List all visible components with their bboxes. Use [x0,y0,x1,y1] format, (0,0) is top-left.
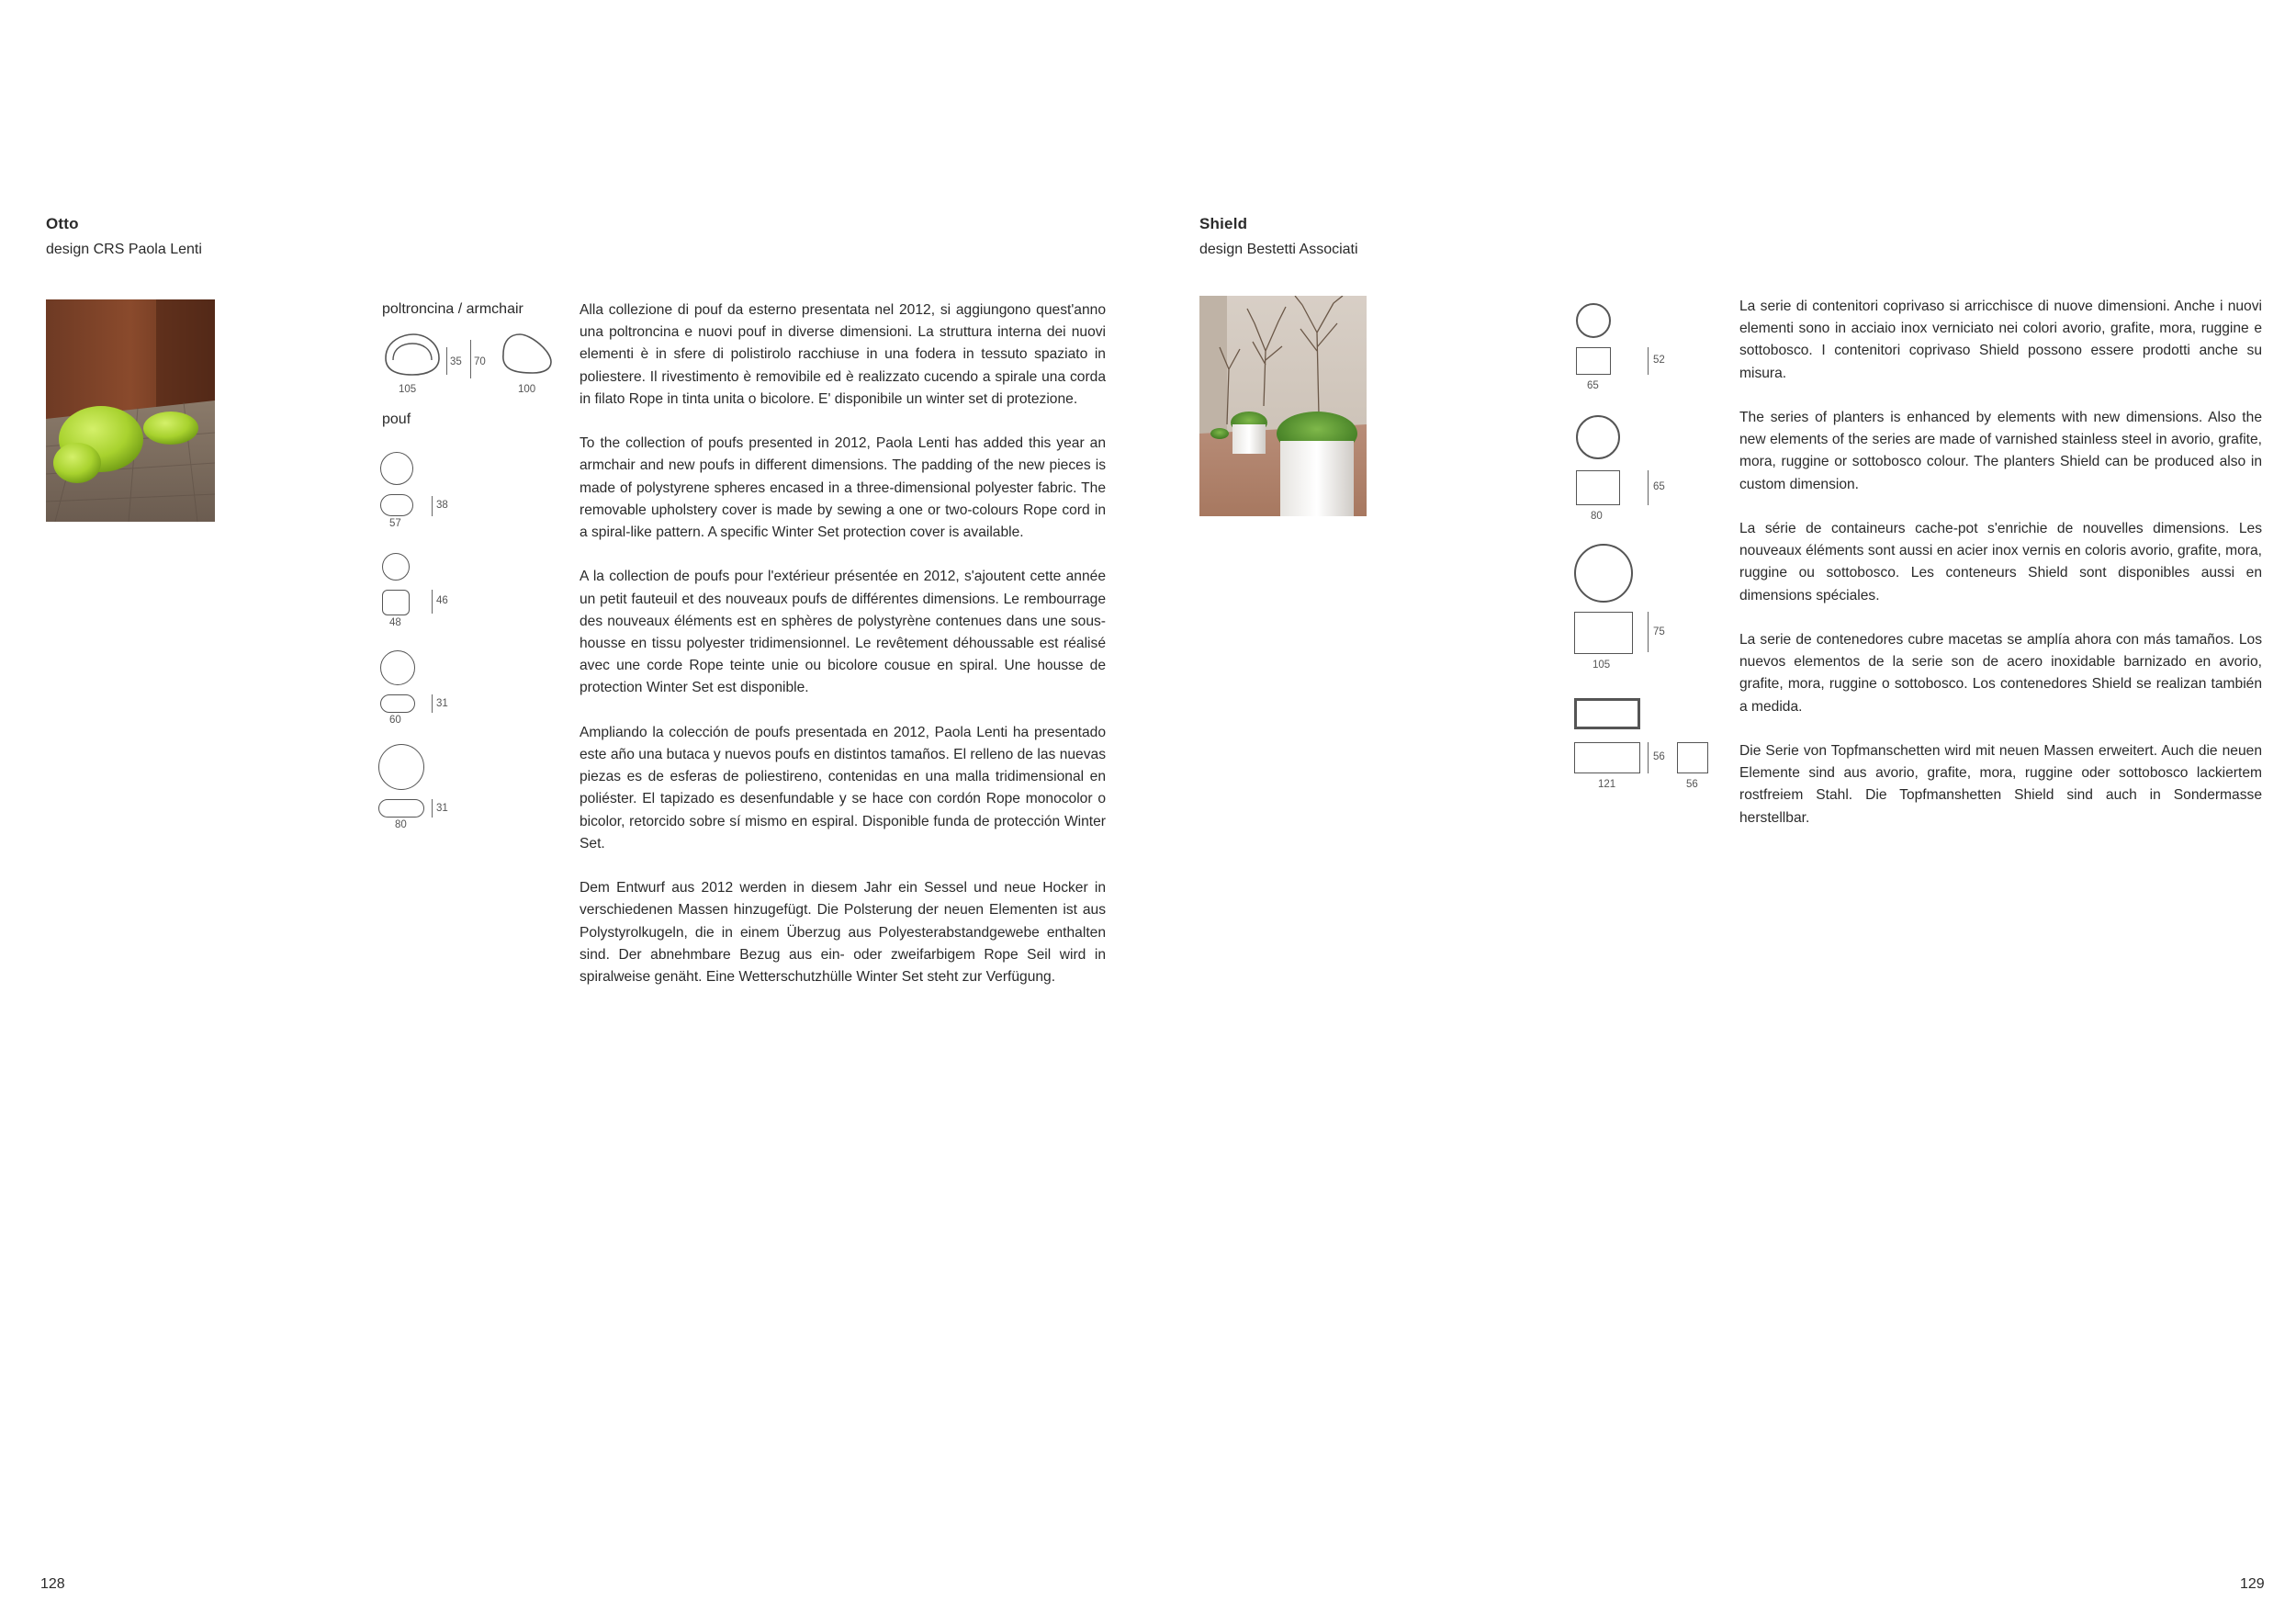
pouf-3-height: 31 [436,698,448,709]
otto-text-de: Dem Entwurf aus 2012 werden in diesem Jahr ein Sessel und neue Hocker in verschiedenen Massen hinzugefügt. Die Polsterung der neuen Elementen ist aus Polystyrolkugeln, die in einem Überzug aus Polyesterabstandgewebe enthalten sind. Der abnehmbare Bezug aus ein- oder zweifarbigem Rope Seil wird in spiralweise genäht. Eine Wetterschutzhülle Winter Set steht zur Verfügung. [580,880,1106,986]
pouf-1-height-line [432,496,433,516]
shield-description [1739,296,2262,851]
shield-text-es: La serie de contenedores cubre macetas se amplía ahora con más tamaños. Los nuevos elementos de la serie son de acero inoxidable barnizado en avorio, grafite, mora, ruggine o sottobosco. Los contenedores Shield se realizan también a medida. [1739,632,2262,715]
armchair-side-width: 100 [518,384,536,395]
shield-text-en: The series of planters is enhanced by elements with new dimensions. Also the new elements of the series are made of varnished stainless steel in avorio, grafite, mora, ruggine or sottobosco colour. The planters Shield can be produced also in custom dimension. [1739,410,2262,492]
shield-text-de: Die Serie von Topfmanschetten wird mit neuen Massen erweitert. Auch die neuen Elemente sind aus avorio, grafite, mora, ruggine oder sottobosco lackiertem rostfreiem Stahl. Die Topfmanshetten Shield sind auch in Sondermasse herstellbar. [1739,743,2262,826]
planters-photo [1199,296,1367,516]
shield-1-top-view [1576,303,1611,338]
pouf-3-width: 60 [389,715,401,726]
shield-4-top-view [1574,698,1640,729]
pouf-3-side-view [380,694,415,713]
pouf-1-top-view [380,452,413,485]
shield-1-side-view [1576,347,1611,375]
shield-2-height-line [1648,470,1649,505]
shield-4-width: 121 [1598,779,1616,790]
shield-4-height: 56 [1653,751,1665,762]
shield-text-fr: La série de containeurs cache-pot s'enrichie de nouvelles dimensions. Les nouveaux éléments sont aussi en acier inox vernis en coloris avorio, grafite, mora, ruggine ou sottobosco. Les conteneurs Shield sont disponibles aussi en dimensions spéciales. [1739,521,2262,603]
armchair-width: 105 [399,384,417,395]
pouf-2-side-view [382,590,410,615]
shield-1-width: 65 [1587,380,1599,391]
armchair-depth-line [470,340,471,378]
pouf-2-width: 48 [389,617,401,628]
otto-text-fr: A la collection de poufs pour l'extérieur présentée en 2012, s'ajoutent cette année un petit fauteuil et des nouveaux poufs de différentes dimensions. Le rembourrage des nouveaux éléments est en sphères de polystyrène contenues dans une sous-housse en tissu polyester tridimensionnel. Le revêtement déhoussable est réalisé avec une corde Rope teinte unie ou bicolore cousue en spiral. Une housse de protection Winter Set est disponible. [580,569,1106,696]
shield-2-width: 80 [1591,511,1603,522]
shield-3-height-line [1648,612,1649,652]
pouf-1-height: 38 [436,500,448,511]
armchair-depth: 70 [474,356,486,367]
shield-4-side-width: 56 [1686,779,1698,790]
armchair-height-line [446,347,447,375]
armchair-height: 35 [450,356,462,367]
green-poufs-photo [46,299,215,522]
pouf-2-top-view [382,553,410,581]
shield-3-height: 75 [1653,626,1665,637]
pouf-4-side-view [378,799,424,818]
pouf-4-height: 31 [436,803,448,814]
pouf-3-height-line [432,694,433,713]
designer-shield: design Bestetti Associati [1199,242,1358,257]
shield-1-height: 52 [1653,355,1665,366]
pouf-4-top-view [378,744,424,790]
page-number-right: 129 [2240,1576,2265,1592]
pouf-4-width: 80 [395,819,407,830]
product-title-otto: Otto [46,215,79,232]
shield-2-side-view [1576,470,1620,505]
planters-illustration [1199,296,1367,516]
otto-text-it: Alla collezione di pouf da esterno presentata nel 2012, si aggiungono quest'anno una poltroncina e nuovi pouf in diverse dimensioni. La struttura interna dei nuovi elementi è in sfere di polistirolo racchiuse in una fodera in tessuto spaziato in poliestere. Il rivestimento è removibile ed è realizzato cucendo a spirale una corda in filato Rope in tinta unita o bicolore. E' disponibile un winter set di protezione. [580,302,1106,407]
page-number-left: 128 [40,1576,65,1592]
pouf-2-height: 46 [436,595,448,606]
otto-text-es: Ampliando la colección de poufs presentada en 2012, Paola Lenti ha presentado este año una butaca y nuevos poufs en distintos tamaños. El relleno de las nuevas piezas es de esferas de poliestireno, contenidas en una malla tridimensional en poliéster. El tapizado es desenfundable y se hace con cordón Rope monocolor o bicolor, retorcido sobre sí mismo en espiral. Disponible funda de protección Winter Set. [580,724,1106,851]
pouf-3-top-view [380,650,415,685]
pouf-1-side-view [380,494,413,516]
pouf-label: pouf [382,412,411,427]
designer-otto: design CRS Paola Lenti [46,242,202,257]
otto-description [580,299,1106,1010]
shield-2-height: 65 [1653,481,1665,492]
product-title-shield: Shield [1199,215,1248,232]
otto-text-en: To the collection of poufs presented in 2012, Paola Lenti has added this year an armchair and new poufs in different dimensions. The padding of the new pieces is made of polystyrene spheres encased in a three-dimensional polyester fabric. The removable upholstery cover is made by sewing a one or two-colours Rope cord in a spiral-like pattern. A specific Winter Set protection cover is available. [580,435,1106,541]
shield-2-top-view [1576,415,1620,459]
pouf-4-height-line [432,799,433,818]
shield-4-height-line [1648,742,1649,773]
green-poufs-illustration [46,299,215,522]
shield-4-side-view [1574,742,1640,773]
pouf-1-width: 57 [389,518,401,529]
shield-1-height-line [1648,347,1649,375]
shield-text-it: La serie di contenitori coprivaso si arricchisce di nuove dimensioni. Anche i nuovi elementi sono in acciaio inox verniciato nei colori avorio, grafite, mora, ruggine e sottobosco. I contenitori coprivaso Shield possono essere prodotti anche su misura. [1739,299,2262,381]
armchair-label: poltroncina / armchair [382,301,523,317]
shield-3-width: 105 [1593,660,1611,671]
shield-3-side-view [1574,612,1633,654]
shield-4-end-view [1677,742,1708,773]
shield-3-top-view [1574,544,1633,603]
pouf-2-height-line [432,590,433,614]
